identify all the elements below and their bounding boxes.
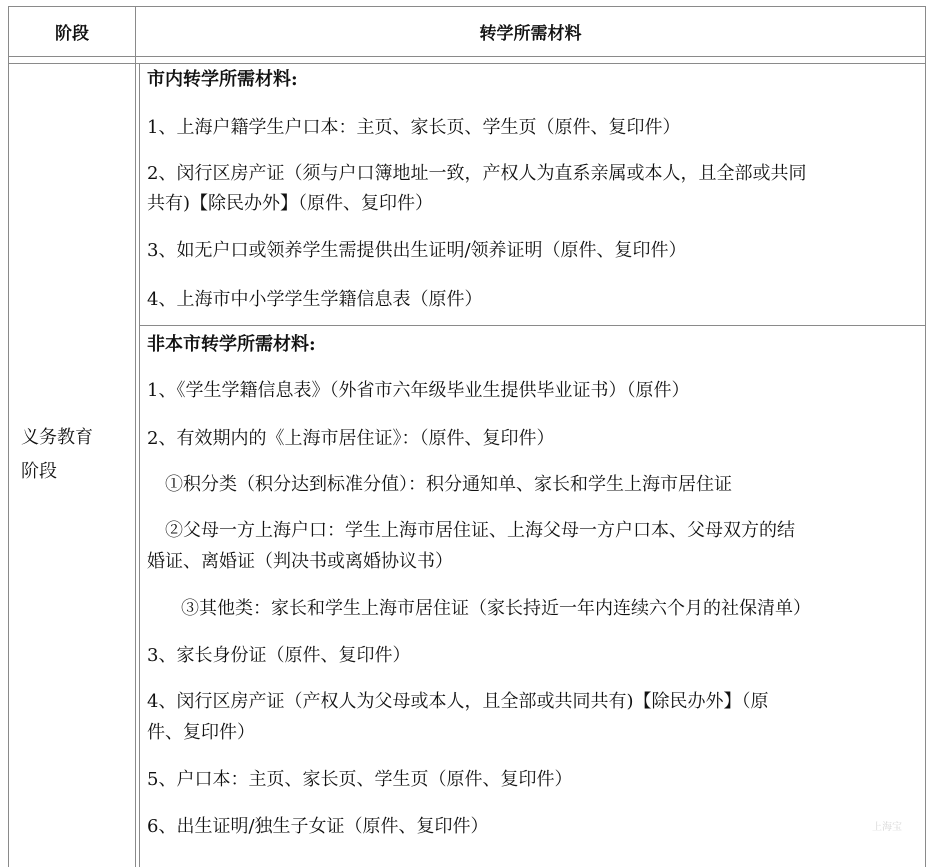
list-item: ③其他类：家长和学生上海市居住证（家长持近一年内连续六个月的社保清单）	[181, 598, 811, 619]
watermark: 上海宝	[872, 822, 902, 833]
in-city-title: 市内转学所需材料:	[147, 69, 298, 90]
out-city-title: 非本市转学所需材料:	[147, 334, 316, 355]
list-item: 4、闵行区房产证（产权人为父母或本人，且全部或共同共有)【除民办外】（原	[147, 691, 769, 712]
list-item: 件、复印件）	[147, 722, 255, 743]
list-item: 共有)【除民办外】（原件、复印件）	[147, 193, 434, 214]
stage-cell	[21, 421, 131, 489]
stage-label-line-2: 阶段	[21, 461, 57, 482]
header-stage: 阶段	[55, 24, 89, 44]
list-item: ①积分类（积分达到标准分值）：积分通知单、家长和学生上海市居住证	[165, 474, 732, 495]
list-item: 3、如无户口或领养学生需提供出生证明/领养证明（原件、复印件）	[147, 240, 687, 261]
list-item: 2、闵行区房产证（须与户口簿地址一致，产权人为直系亲属或本人，且全部或共同	[147, 163, 807, 184]
list-item: 3、家长身份证（原件、复印件）	[147, 645, 411, 666]
list-item: 6、出生证明/独生子女证（原件、复印件）	[147, 816, 489, 837]
stage-label-line-1: 义务教育	[21, 427, 93, 448]
column-divider-inner	[139, 63, 140, 867]
list-item: 1、《学生学籍信息表》（外省市六年级毕业生提供毕业证书）（原件）	[147, 380, 690, 401]
header-bottom-rule	[9, 63, 925, 64]
list-item: 1、上海户籍学生户口本：主页、家长页、学生页（原件、复印件）	[147, 117, 681, 138]
section-divider	[139, 325, 925, 326]
requirements-table	[8, 6, 926, 867]
list-item: 婚证、离婚证（判决书或离婚协议书）	[147, 551, 453, 572]
list-item: 4、上海市中小学学生学籍信息表（原件）	[147, 289, 483, 310]
list-item: 2、有效期内的《上海市居住证》：（原件、复印件）	[147, 428, 555, 449]
list-item: 5、户口本：主页、家长页、学生页（原件、复印件）	[147, 769, 573, 790]
column-divider	[135, 7, 136, 867]
list-item: ②父母一方上海户口：学生上海市居住证、上海父母一方户口本、父母双方的结	[165, 520, 795, 541]
header-materials: 转学所需材料	[479, 24, 582, 44]
